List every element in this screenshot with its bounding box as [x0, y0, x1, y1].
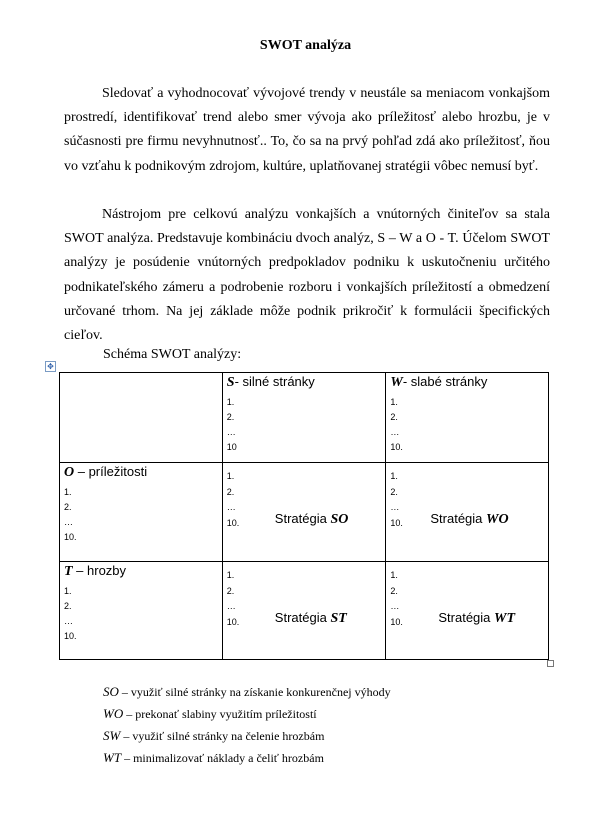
wt-abbr: WT [494, 611, 516, 626]
t-letter: T [64, 564, 73, 579]
opportunities-header [64, 464, 218, 480]
list-item: 10. [64, 631, 77, 641]
strategy-word: Stratégia [274, 511, 331, 526]
list-item: 1. [390, 570, 398, 580]
weaknesses-header-cell [386, 373, 549, 463]
legend-abbr: WT [103, 750, 122, 765]
wt-strategy-cell [386, 562, 549, 660]
strategy-word: Stratégia [438, 610, 495, 625]
list-item: 10. [390, 517, 403, 528]
so-strategy-cell [222, 463, 386, 562]
so-strategy-label [275, 511, 349, 528]
wo-abbr: WO [486, 512, 509, 527]
threats-label: – hrozby [72, 563, 127, 578]
list-item: 10. [390, 442, 403, 452]
legend-abbr: SW [103, 728, 121, 743]
opportunities-cell [60, 463, 223, 562]
threats-list [64, 584, 218, 644]
empty-corner-cell [60, 373, 223, 463]
wt-strategy-label [438, 610, 515, 627]
weaknesses-label: - slabé stránky [402, 374, 488, 389]
list-item: … [390, 427, 400, 437]
st-abbr: ST [330, 611, 347, 626]
strategy-word: Stratégia [274, 610, 331, 625]
paragraph-2 [64, 203, 550, 348]
table-row [60, 463, 549, 562]
strengths-header [227, 374, 382, 390]
threats-cell [60, 562, 223, 660]
list-item: 1. [226, 471, 235, 481]
list-item: … [64, 517, 73, 527]
so-abbr: SO [330, 512, 349, 527]
s-letter: S [226, 375, 235, 390]
legend-item-sw [103, 725, 324, 747]
strengths-list [227, 395, 382, 455]
schema-label: Schéma SWOT analýzy: [103, 347, 242, 362]
list-item: … [226, 601, 236, 611]
threats-header [64, 563, 218, 579]
strategy-word: Stratégia [430, 511, 487, 526]
document-title: SWOT analýza [259, 38, 352, 53]
list-item: 1. [64, 487, 72, 497]
legend-text: – prekonať slabiny využitím príležitostí [123, 707, 317, 721]
list-item: 10. [390, 616, 403, 627]
w-letter: W [390, 375, 403, 390]
list-item: … [226, 427, 236, 437]
strengths-header-cell [222, 373, 386, 463]
list-item: 2. [390, 585, 398, 596]
weaknesses-list [390, 395, 544, 455]
legend-item-wo [103, 703, 317, 725]
wo-strategy-label [430, 511, 508, 528]
list-item: … [390, 601, 400, 611]
list-item: 2. [390, 412, 398, 422]
legend-text: – minimalizovať náklady a čeliť hrozbám [121, 751, 324, 765]
table-row [60, 562, 549, 660]
list-item: 10. [64, 532, 77, 542]
list-item: 1. [64, 586, 72, 596]
legend-text: – využiť silné stránky na čelenie hrozbám [120, 729, 325, 743]
st-strategy-cell [222, 562, 386, 660]
legend-item-wt [103, 747, 324, 769]
opportunities-label: – príležitosti [74, 464, 148, 479]
strengths-label: - silné stránky [234, 374, 315, 389]
paragraph-2-text: Nástrojom pre celkovú analýzu vonkajších a vnútorných činiteľov sa stala SWOT analýza. Predstavuje kombináciu dvoch analýz, S – W a O - T. Účelom SWOT analýzy je posúdenie vnútorných predpokladov podniku k uskutočneniu určitého podnikateľského zámeru a podrobenie rozboru i vonkajších príležitostí a obmedzení určované trhom. Na jej základe môže podnik prikročiť k formulácii špecifických cieľov. [64, 207, 550, 344]
move-cross-icon[interactable]: ✥ [45, 361, 56, 372]
legend-text: – využiť silné stránky na získanie konkurenčnej výhody [118, 685, 391, 699]
swot-table [59, 372, 549, 660]
legend-item-so [103, 681, 391, 703]
weaknesses-header [390, 374, 544, 390]
list-item: 1. [390, 471, 398, 481]
list-item: … [64, 616, 73, 626]
list-item: 2. [226, 486, 235, 497]
list-item: 2. [226, 412, 235, 422]
list-item: 10. [226, 616, 240, 627]
paragraph-1-text: Sledovať a vyhodnocovať vývojové trendy v neustále sa meniacom vonkajšom prostredí, identifikovať trend alebo smer vývoja ako príležitosť alebo hrozbu, je v súčasnosti pre firmu nevyhnutnosť.. To, čo sa na prvý pohľad zdá ako príležitosť, ňou vo vzťahu k podnikovým zdrojom, kultúre, uplatňovanej stratégii vôbec nemusí byť. [64, 86, 550, 174]
list-item: … [226, 502, 236, 512]
list-item: 2. [390, 486, 398, 497]
list-item: 1. [226, 397, 235, 407]
paragraph-1 [64, 82, 550, 179]
legend-abbr: WO [103, 706, 124, 721]
resize-square-icon[interactable] [547, 660, 554, 667]
list-item: 1. [226, 570, 235, 580]
st-strategy-label [275, 610, 347, 627]
list-item: 1. [390, 397, 398, 407]
list-item: 2. [64, 601, 72, 611]
list-item: … [390, 502, 400, 512]
list-item: 10 [226, 442, 237, 452]
wo-strategy-cell [386, 463, 549, 562]
opportunities-list [64, 485, 218, 545]
legend-abbr: SO [103, 684, 119, 699]
list-item: 10. [226, 517, 240, 528]
list-item: 2. [64, 502, 72, 512]
list-item: 2. [226, 585, 235, 596]
table-row [60, 373, 549, 463]
o-letter: O [64, 465, 75, 480]
